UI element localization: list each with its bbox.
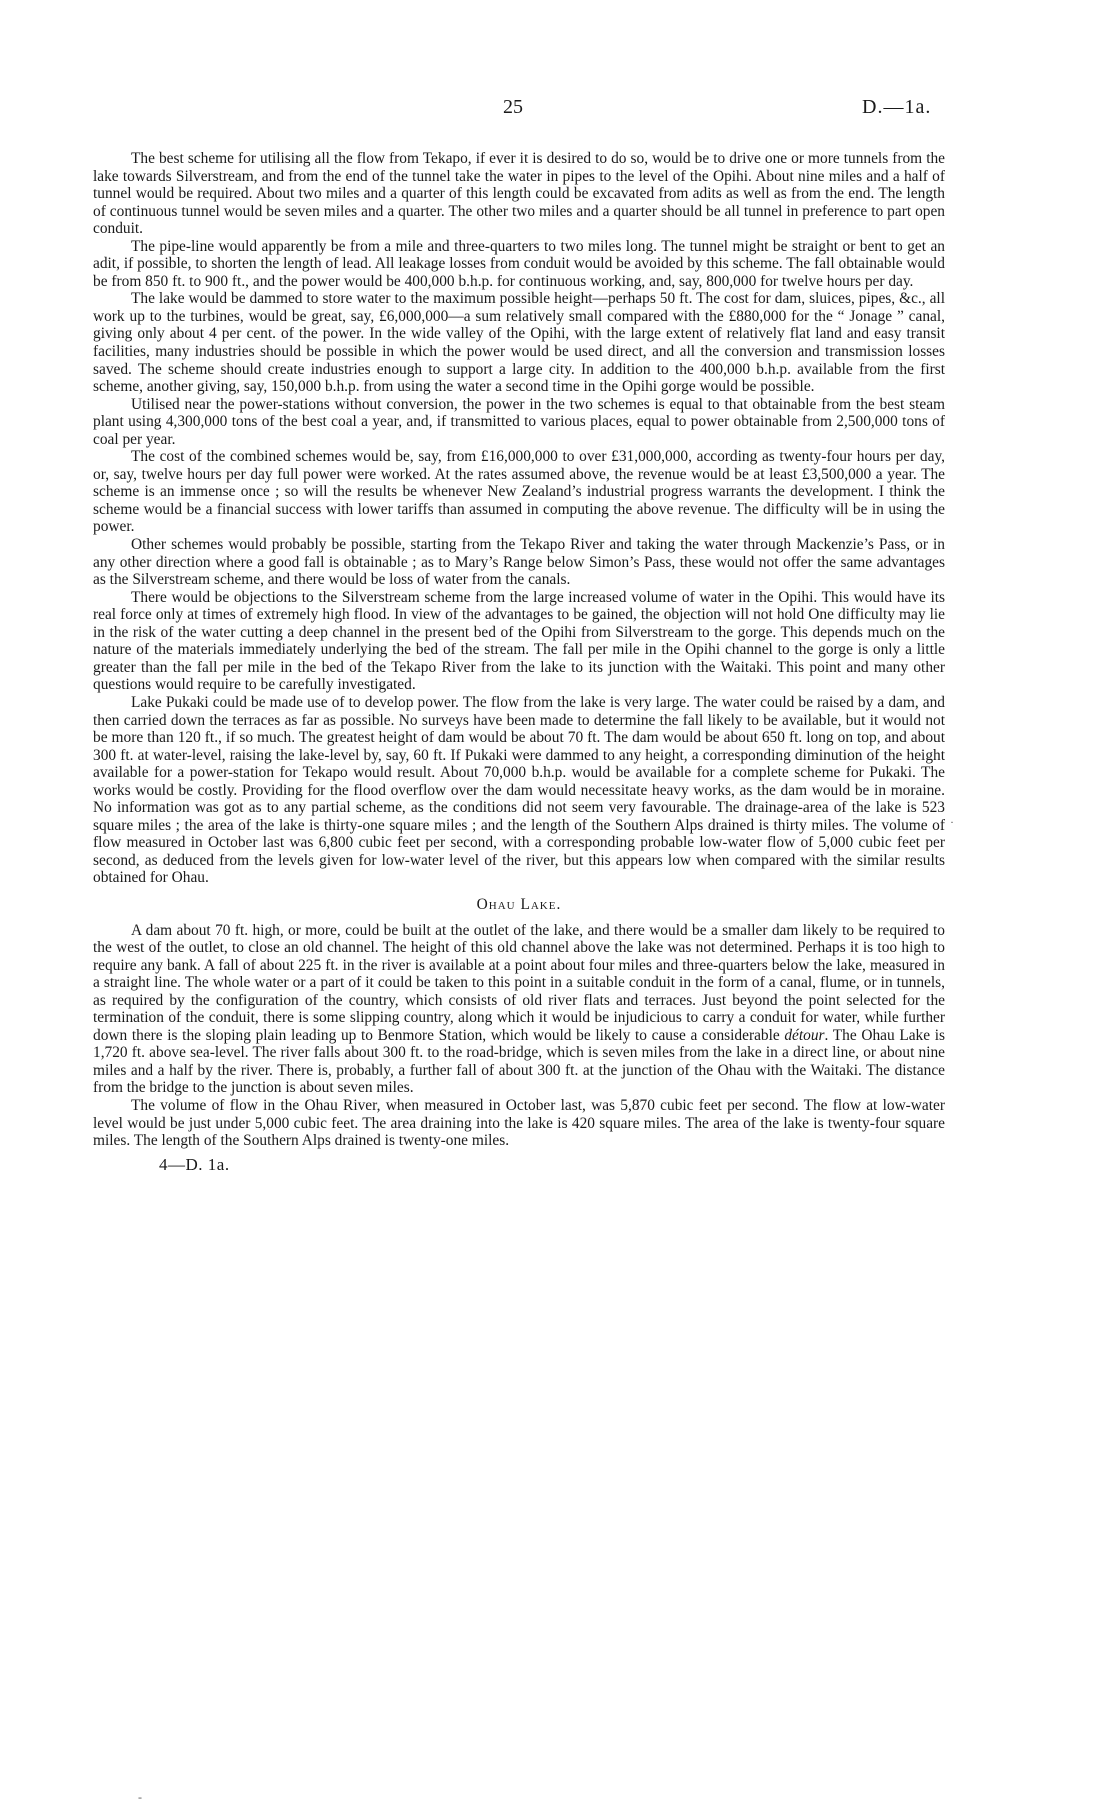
paragraph-combined-cost: The cost of the combined schemes would be, say, from £16,000,000 to over £31,000,000, according as twenty-four hours per day, or, say, twelve hours per day full power were worked. At the rates assumed above, the revenue would be at least £3,500,000 a year. The scheme is an immense once ; so will the results be whenever New Zealand’s industrial progress warrants the development. I think the scheme would be a financial success with lower tariffs than assumed in computing the above revenue. The difficulty will be in using the power. <box>93 448 945 536</box>
ohau-text-part-b: . The Ohau Lake is 1,720 ft. above sea-level. The river falls about 300 ft. to the road-bridge, which is seven miles from the lake in a direct line, or about nine miles and a half by the river. There is, probably, a further fall of about 300 ft. at the junction of the Ohau with the Waitaki. The distance from the bridge to the junction is about seven miles. <box>93 1026 945 1097</box>
paragraph-power-equivalent: Utilised near the power-stations without conversion, the power in the two schemes is equal to that obtainable from the best steam plant using 4,300,000 tons of the best coal a year, and, if transmitted to various places, equal to power obtainable from 2,500,000 tons of coal per year. <box>93 395 945 448</box>
document-body <box>93 150 945 1173</box>
ohau-text-part-a: A dam about 70 ft. high, or more, could be built at the outlet of the lake, and there would be a smaller dam likely to be required to the west of the outlet, to close an old channel. The height of this old channel above the lake was not determined. Perhaps it is too high to require any bank. A fall of about 225 ft. in the river is available at a point about four miles and three-quarters below the lake, measured in a straight line. The whole water or a part of it could be taken to this point in a suitable conduit in the form of a canal, flume, or in tunnels, as required by the configuration of the country, which consists of old river flats and terraces. Just beyond the point selected for the termination of the conduit, there is some slipping country, along which it would be injudicious to carry a conduit for water, while further down there is the sloping plain leading up to Benmore Station, which would be likely to cause a considerable <box>93 921 945 1044</box>
page-header <box>0 96 1114 126</box>
paragraph-objections: There would be objections to the Silverstream scheme from the large increased volume of water in the Opihi. This would have its real force only at times of extremely high flood. In view of the advantages to be gained, the objection will not hold One difficulty may lie in the risk of the water cutting a deep channel in the present bed of the Opihi from Silverstream to the gorge. This depends much on the nature of the materials immediately underlying the bed of the stream. The fall per mile in the Opihi channel to the gorge is only a little greater than the fall per mile in the bed of the Tekapo River from the lake to its junction with the Waitaki. This point and many other questions would require to be carefully investigated. <box>93 588 945 694</box>
signature-mark: 4—D. 1a. <box>159 1154 230 1174</box>
document-reference: D.—1a. <box>862 96 932 118</box>
paragraph-other-schemes: Other schemes would probably be possible, starting from the Tekapo River and taking the water through Mackenzie’s Pass, or in any other direction where a good fall is obtainable ; as to Mary’s Range below Simon’s Pass, these would not offer the same advantages as the Silverstream scheme, and there would be loss of water from the canals. <box>93 536 945 589</box>
margin-dash: - <box>138 1790 142 1804</box>
paragraph-ohau-flow: The volume of flow in the Ohau River, when measured in October last, was 5,870 cubic feet per second. The flow at low-water level would be just under 5,000 cubic feet. The area draining into the lake is 420 square miles. The area of the lake is twenty-four square miles. The length of the Southern Alps drained is twenty-one miles. <box>93 1096 945 1150</box>
paragraph-tekapo-scheme: The best scheme for utilising all the flow from Tekapo, if ever it is desired to do so, would be to drive one or more tunnels from the lake towards Silverstream, and from the end of the tunnel take the water in pipes to the level of the Opihi. About nine miles and a half of tunnel would be required. About two miles and a quarter of this length could be excavated from adits as well as from the end. The length of continuous tunnel would be seven miles and a quarter. The other two miles and a quarter should be all tunnel in preference to part open conduit. <box>93 150 945 238</box>
paragraph-pipe-line: The pipe-line would apparently be from a mile and three-quarters to two miles long. The tunnel might be straight or bent to get an adit, if possible, to shorten the length of lead. All leakage losses from conduit would be avoided by this scheme. The fall obtainable would be from 850 ft. to 900 ft., and the power would be 400,000 b.h.p. for continuous working, and, say, 800,000 for twelve hours per day. <box>93 237 945 290</box>
paragraph-dam-cost: The lake would be dammed to store water to the maximum possible height—perhaps 50 ft. The cost for dam, sluices, pipes, &c., all work up to the turbines, would be great, say, £6,000,000—a sum relatively small compared with the £880,000 for the “ Jonage ” canal, giving only about 4 per cent. of the power. In the wide valley of the Opihi, with the large extent of relatively flat land and easy transit facilities, many industries should be possible in which the power would be used direct, and all the conversion and transmission losses saved. The scheme should create industries enough to support a large city. In addition to the 400,000 b.h.p. available from the first scheme, another giving, say, 150,000 b.h.p. from using the water a second time in the Opihi gorge would be possible. <box>93 290 945 396</box>
section-heading-ohau-lake: Ohau Lake. <box>476 895 562 913</box>
paragraph-ohau-dam <box>93 922 945 1097</box>
ohau-text-emphasis: détour <box>784 1026 825 1044</box>
paragraph-lake-pukaki: Lake Pukaki could be made use of to develop power. The flow from the lake is very large. The water could be raised by a dam, and then carried down the terraces as far as possible. No surveys have been made to determine the fall likely to be available, but it would not be more than 120 ft., if so much. The greatest height of dam would be about 70 ft. The dam would be about 650 ft. long on top, and about 300 ft. at water-level, raising the lake-level by, say, 60 ft. If Pukaki were dammed to any height, a corresponding diminution of the height available for a power-station for Tekapo would result. About 70,000 b.h.p. would be available for a complete scheme for Pukaki. The works would be costly. Providing for the flood overflow over the dam would necessitate heavy works, as the dam would be in moraine. No information was got as to any partial scheme, as the conditions did not seem very favourable. The drainage-area of the lake is 523 square miles ; the area of the lake is thirty-one square miles ; and the length of the Southern Alps drained is thirty miles. The volume of flow measured in October last was 6,800 cubic feet per second, with a corresponding probable low-water flow of 5,000 cubic feet per second, as deduced from the levels given for low-water level of the river, but this appears low when compared with the similar results obtained for Ohau. <box>93 693 945 887</box>
page-number: 25 <box>503 96 523 118</box>
margin-speck: · <box>950 815 954 829</box>
